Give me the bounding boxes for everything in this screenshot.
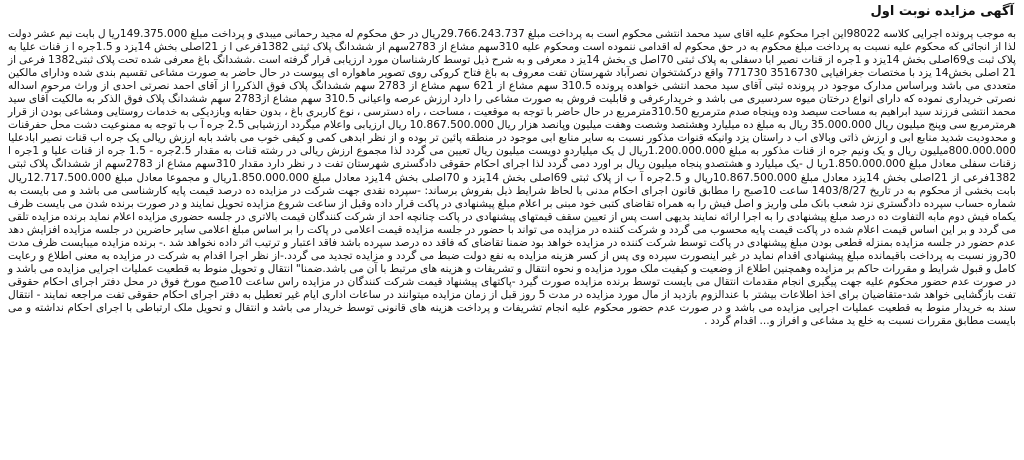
notice-body: به موجب پرونده اجرایی کلاسه 98022این اجرا محکوم علیه اقای سید محمد انتشی محکوم است به پرداخت مبلغ 29.766.243.737ریال در حق محکوم له مجید رحمانی میبدی و پرداخت مبلغ 149.375.000ریا ل بابت نیم عشر دولت لذا از انجائی که محکوم علیه نسبت به پرداخت مبلغ محکوم به در حق محکوم له اقدامی ننموده است ومحکوم علیه 310سهم مشاع از 2783سهم از ششدانگ پلاک ثبتی 1382فرعی ا ز 21اصلی بخش 14یزد و 1.5جره ا ز قنات علیا به پلاک ثبت ی69اصلی بخش 14یزد و 1جره از قنات نصیر ابا دسفلی به پلاک ثبتی 70اصل ی بخش 14یز د معرفی و به شرح ذیل توسط کارشناسان مورد ارزیابی قرار گرفته است .ششدانگ باغ معرفی شده تحت پلاک ثبتی1382 فرعی از 21 اصلی بخش14 یزد با مختصات جغرافیایی 3516730 771730 واقع درکشتخوان نصرآباد شهرستان تفت معروف به باغ فتاح کروکی روی تصویر ماهواره ای پیوست در حال حاضر به صورت مشاعی تقسیم بندی شده ودارای مالکین متعددی می باشد وبراساس مدارک موجود در پرونده ثبتی آقای سید محمد انتشی خواهده پرونده 310.5 سهم مشاع از 621 سهم مشاع از 2783 سهم ششدانگ پلاک فوق الذکررا از آقای احمد نصرتی احدی از وراث مرحوم اسداله نصرتی خریداری نموده که دارای انواع درختان میوه سردسیری می باشد و خریدارعرفی و قابلیت فروش به صورت مشاعی را دارد ارزش عرصه واعیانی 310.5 سهم مشاع از2783 سهم ششدانگ پلاک فوق الذکر به مالکیت آقای سید محمد انتشی فرزند سید ابراهیم به مساحت سیصد وده وپنجاه صدم مترمربع 310.50مترمربع در حال حاضر با توجه به موقعیت ، مساحت ، راه دسترسی ، نوع کاربری باغ ، بدون حقابه وبازدیکی به خدمات روستایی ومشاعی بودن از قرار هرمترمربع سی وپنج میلیون ریال 35.000.000 ریال به مبلغ ده میلیارد وهشتصد وشصت وهفت میلیون وپانصد هزار ریال 10.867.500.000 ریال ارزیابی واعلام میگردد ارزشیابی 2.5 جره آ ب با توجه به ممنوعیت دشت محل حفرقنات و محدودیت شدید منابع ابی و ارزش ذاتی وبالای اب د راستان یزد وانیکه قنوات مذکور نسبت به سایر منابع ابی موجود در منطقه پائین تر بوده و از نظر ابدهی کمی و کیفی خوب می باشد بابه ارزش ریالی یک جره اب قنات نصیر ابادعلیا 800.000.000میلیون ریال و یک ونیم جره از قنات مذکور به مبلغ 1.200.000.000ریال ل یک میلیاردو دویست میلیون ریال تعیین می گردد لذا مجموع ارزش ریالی در رشته قنات به مقدار 2.5جره - 1.5 جره از قنات علیا و 1جره ا زقنات سفلی معادل مبلغ 1.850.000.000ریا ل -یک میلیارد و هشتصدو پنجاه میلیون ریال بر اورد دمی گردد لذا اجرای احکام حقوقی دادگستری شهرستان تفت د ر نظر دارد مقدار 310سهم مشاع از 2783سهم از ششدانگ پلاک ثبتی 1382فرعی از 21اصلی بخش 14یزد معادل مبلغ 10.867.500.000ریال و 2.5جره آ ب از پلاک ثبتی 69اصلی بخش 14یزد و 70اصلی بخش 14یزد معادل مبلغ 1.850.000.000ریال و مجموعا معادل مبلغ 12.717.500.000ریال بابت بخشی از محکوم به در تاریخ 1403/8/27 ساعت 10صبح را مطابق قانون اجرای احکام مدنی با لحاظ شرایط ذیل بفروش برساند: -سپرده نقدی جهت شرکت در مزایده ده درصد قیمت پایه کارشناسی می باشد و می بایست به شماره حساب سپرده دادگستری نزد شعب بانک ملی واریز و اصل فیش را به همراه تقاضای کتبی خود مبنی بر اعلام مبلغ پیشنهادی در پاکت قرار داده وقبل از ساعت شروع مزایده تحویل نمایند و در صورت برنده شدن می بایست ظرف یکماه فیش دوم مابه التفاوت ده درصد مبلغ پیشنهادی را به اجرا ارائه نمایند بدیهی است پس از تعیین سقف قیمتهای پیشنهادی در پاکت چنانچه احد از شرکت کنندگان قیمت بالاتری در جلسه حضوری مزایده اعلام نماید برنده مزایده تلقی می گردد و بر این اساس قیمت اعلام شده در پاکت قیمت پایه محسوب می گردد و شرکت کننده در مزایده می تواند با حضور در جلسه مزایده قیمت اعلامی در پاکت را بر اساس مبلغ اعلامی سایر حاضرین در جلسه مزایده افزایش دهد عدم حضور در جلسه مزایده بمنزله قطعی بودن مبلغ پیشنهادی در پاکت توسط شرکت کننده در مزایده خواهد بود ضمنا تقاضای که فاقد ده درصد سپرده باشد فاقد اعتبار و ترتیب اثر داده نخواهد شد .- برنده مزایده میبایست ظرف مدت 30روز نسبت به پرداخت باقیمانده مبلغ پیشنهادی اقدام نماید در غیر اینصورت سپرده وی پس از کسر هزینه مزایده به نفع دولت ضبط می گردد و مزایده تجدید می گردد.-از نظر اجرا اقدام به شرکت در مزایده به معنی اطلاع و رعایت کامل و قبول شرایط و مقررات حاکم بر مزایده وهمچنین اطلاع از وضعیت و کیفیت ملک مورد مزایده و نحوه انتقال و تشریفات و هزینه های مرتبط با آن می باشد.ضمنا" انتقال و تحویل منوط به قطعیت عملیات اجرایی مزایده می باشد و در صورت عدم حضور محکوم علیه جهت پیگیری انجام مقدمات انتقال می بایست توسط برنده مزایده صورت گیرد -پاکتهای پیشنهاد قیمت شرکت کنندگان در مزایده راس ساعت 10صبح مورخ فوق در محل دفتر اجرای احکام حقوقی تفت بازگشایی خواهد شد-متقاضیان برای اخذ اطلاعات بیشتر با عندالزوم بازدید از مال مورد مزایده در مدت 5 روز قبل از زمان مزایده میتوانند در ساعات اداری ایام غیر تعطیل به دفتر اجرای احکام حقوقی تفت مراجعه نمایند - انتقال سند به خریدار منوط به قطعیت عملیات اجرایی مزایده می باشد و در صورت عدم حضور محکوم علیه انجام تشریفات و پرداخت هزینه های قانونی توسط خریدار می باشد و انتقال و تحویل ملک ارتباطی با اجرای احکام نداشته و می بایست مطابق مقررات نسبت به خلع ید مشاعی و افراز و... اقدام گردد . [8, 28, 1017, 328]
notice-title: آگهی مزایده نوبت اول [870, 4, 1014, 19]
